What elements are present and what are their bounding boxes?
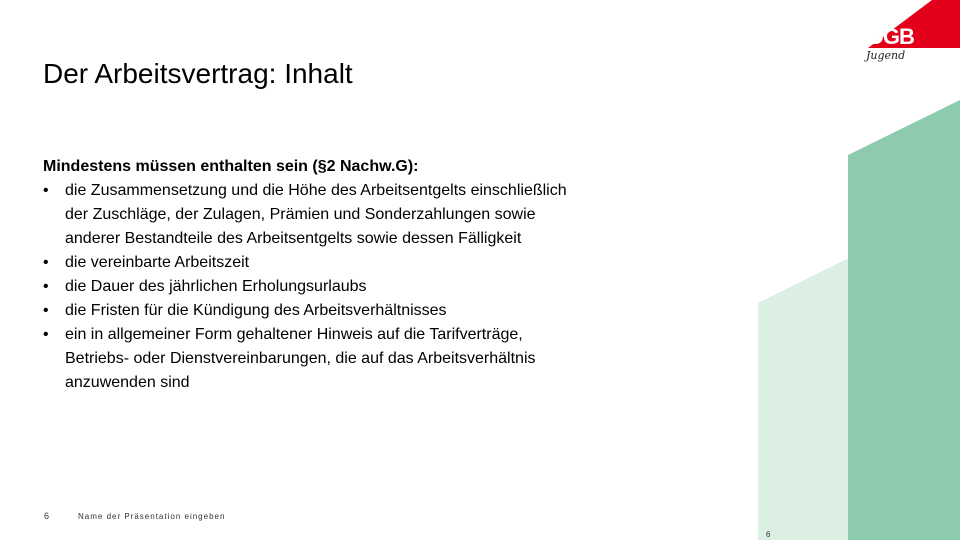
slide-title: Der Arbeitsvertrag: Inhalt	[43, 58, 353, 89]
bullet-dot: •	[43, 326, 49, 343]
logo-brand-text: DGB	[868, 24, 914, 49]
footer-slide-number: 6	[44, 511, 50, 521]
bullet-line: anzuwenden sind	[65, 374, 190, 391]
bullet-item	[43, 179, 683, 251]
bullet-dot: •	[43, 254, 49, 271]
bullet-list	[43, 179, 683, 395]
bullet-line: der Zuschläge, der Zulagen, Prämien und Sonderzahlungen sowie	[65, 206, 536, 223]
bullet-line: Betriebs- oder Dienstvereinbarungen, die auf das Arbeitsverhältnis	[65, 350, 536, 367]
bullet-item	[43, 323, 683, 395]
slide-content	[43, 155, 683, 395]
bullet-line: die Dauer des jährlichen Erholungsurlaubs	[65, 278, 367, 295]
bullet-dot: •	[43, 182, 49, 199]
bullet-line: anderer Bestandteile des Arbeitsentgelts sowie dessen Fälligkeit	[65, 230, 522, 247]
bullet-line: die Zusammensetzung und die Höhe des Arbeitsentgelts einschließlich	[65, 182, 567, 199]
bullet-dot: •	[43, 278, 49, 295]
footer-presentation-name: Name der Präsentation eingeben	[78, 512, 226, 521]
bullet-line: ein in allgemeiner Form gehaltener Hinweis auf die Tarifverträge,	[65, 326, 523, 343]
page-number: 6	[766, 530, 771, 539]
bullet-line: die vereinbarte Arbeitszeit	[65, 254, 250, 271]
bullet-item	[43, 251, 683, 275]
dark-green-shape	[848, 100, 960, 540]
content-heading: Mindestens müssen enthalten sein (§2 Nachw.G):	[43, 158, 419, 175]
bullet-dot: •	[43, 302, 49, 319]
logo-sub-text: Jugend	[866, 49, 906, 62]
bullet-line: die Fristen für die Kündigung des Arbeitsverhältnisses	[65, 302, 447, 319]
bullet-item	[43, 299, 683, 323]
bullet-item	[43, 275, 683, 299]
